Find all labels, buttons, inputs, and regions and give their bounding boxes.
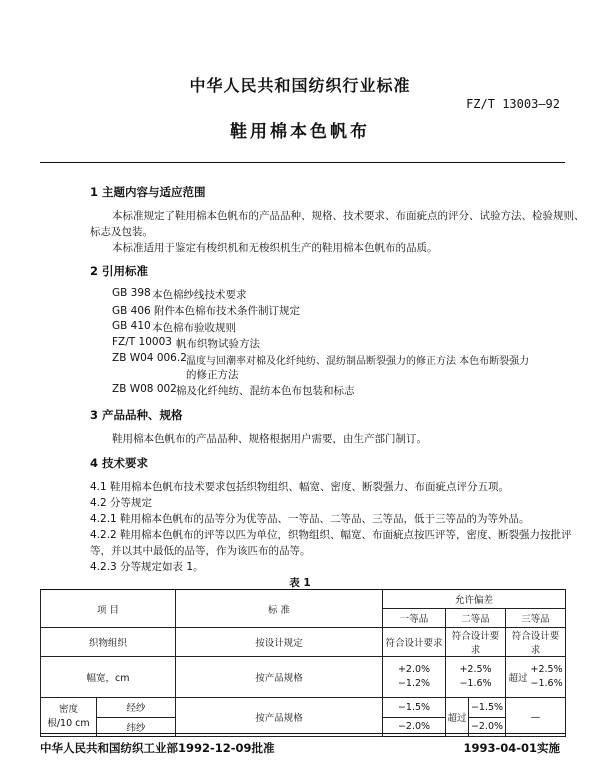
weave-item: 织物组织 [41, 628, 176, 657]
reference-title: 本色棉纱线技术要求 [152, 289, 247, 301]
reference-title: 本色棉布技术条件制订规定 [174, 305, 300, 317]
section-4-heading: 4 技术要求 [90, 456, 149, 470]
width-grade-2-minus: −1.6% [459, 678, 492, 689]
header-tolerance: 允许偏差 [383, 590, 566, 609]
section-2-heading: 2 引用标准 [90, 264, 149, 278]
section-1-paragraph-1b: 标志及包装。 [90, 226, 153, 238]
density-unit: 根/10 cm [47, 718, 90, 729]
header-item: 项 目 [41, 590, 176, 628]
reference-code: GB 410 [112, 320, 151, 332]
reference-code: GB 398 [112, 287, 151, 299]
table-row-density-warp [41, 698, 566, 718]
section-1-heading: 1 主题内容与适应范围 [90, 185, 206, 199]
weave-standard [176, 628, 383, 657]
clause-4-2: 4.2 分等规定 [90, 497, 153, 509]
density-standard: 按产品规格 [176, 698, 383, 737]
density-item [41, 698, 97, 737]
issuing-organization: 中华人民共和国纺织行业标准 [189, 76, 411, 95]
reference-title: 温度与回潮率对棉及化纤纯纺、混纺制品断裂强力的修正方法 本色布断裂强力 [186, 356, 530, 367]
width-grade-2 [446, 657, 506, 698]
density-grade-2 [446, 698, 506, 737]
width-grade-3-prefix: 超过 [508, 673, 528, 684]
clause-4-2-3: 4.2.3 分等规定如表 1。 [90, 561, 204, 573]
reference-title: 帆布织物试验方法 [176, 338, 260, 350]
table-row-width [41, 657, 566, 698]
density-warp-grade-1: −1.5% [383, 698, 446, 718]
density-grade-2-prefix: 超过 [447, 713, 467, 724]
section-3-paragraph: 鞋用棉本色帆布的产品品种、规格根据用户需要，由生产部门制订。 [112, 433, 427, 445]
weave-grade-3: 符合设计要求 [506, 628, 566, 657]
reference-code: ZB W08 002 [112, 383, 177, 395]
reference-item [112, 320, 572, 334]
density-grade-3: — [506, 698, 566, 737]
reference-title: 棉及化纤纯纺、混纺本色布包装和标志 [176, 385, 355, 397]
width-grade-3 [506, 657, 566, 698]
density-grade-2-warp: −1.5% [469, 698, 505, 718]
standard-code: FZ/T 13003—92 [466, 97, 560, 111]
table-row-weave [41, 628, 566, 657]
table-header-row [41, 590, 566, 609]
grading-table [40, 589, 566, 737]
header-grade-3: 三等品 [506, 609, 566, 628]
density-weft-grade-1: −2.0% [383, 717, 446, 737]
density-warp-label: 经纱 [97, 698, 176, 718]
section-1-paragraph-1a: 本标准规定了鞋用棉本色帆布的产品品种、规格、技术要求、布面疵点的评分、试验方法、检验规则、 [112, 210, 585, 222]
clause-4-2-1: 4.2.1 鞋用棉本色帆布的品等分为优等品、一等品、二等品、三等品，低于三等品的为等外品。 [90, 513, 530, 525]
width-grade-1-minus: −1.2% [397, 678, 431, 689]
reference-title: 的修正方法 [186, 369, 239, 381]
document-title: 鞋用棉本色帆布 [230, 122, 370, 142]
weave-grade-2: 符合设计要求 [446, 628, 506, 657]
reference-item [112, 367, 572, 381]
width-grade-3-minus: −1.6% [530, 678, 563, 689]
header-grade-1: 一等品 [383, 609, 446, 628]
reference-code: GB 406 附件 [112, 305, 176, 317]
reference-item [112, 336, 572, 350]
reference-code: ZB W04 006.2 [112, 352, 187, 364]
clause-4-2-2-line-1: 4.2.2 鞋用棉本色帆布的评等以匹为单位，织物组织、幅宽、布面疵点按匹评等，密度、断裂强力按批评 [90, 529, 572, 541]
section-1-paragraph-2: 本标准适用于鉴定有梭织机和无梭织机生产的鞋用棉本色帆布的品质。 [112, 242, 438, 254]
weave-grade-1: 符合设计要求 [383, 628, 446, 657]
reference-item [112, 352, 572, 366]
reference-item [112, 383, 572, 397]
weave-standard-text: 按设计规定 [255, 638, 303, 649]
density-label: 密度 [58, 704, 78, 715]
approval-statement: 中华人民共和国纺织工业部1992-12-09批准 [40, 741, 275, 755]
width-grade-3-values [531, 663, 563, 691]
reference-title: 本色棉布验收规则 [152, 322, 236, 334]
reference-item [112, 287, 572, 301]
width-item: 幅宽，cm [41, 657, 176, 698]
density-weft-label: 纬纱 [97, 717, 176, 737]
footer-rule [40, 733, 565, 734]
clause-4-1: 4.1 鞋用棉本色帆布技术要求包括织物组织、幅宽、密度、断裂强力、布面疵点评分五项。 [90, 481, 510, 493]
header-rule [40, 162, 565, 163]
width-grade-2-plus: +2.5% [459, 664, 492, 675]
effective-date: 1993-04-01实施 [463, 741, 560, 755]
table-caption: 表 1 [289, 577, 311, 589]
header-standard: 标 准 [176, 590, 383, 628]
reference-item [112, 303, 572, 317]
density-grade-2-weft: −2.0% [470, 721, 504, 733]
section-3-heading: 3 产品品种、规格 [90, 408, 183, 422]
reference-code: FZ/T 10003 [112, 336, 172, 348]
width-grade-3-plus: +2.5% [530, 664, 563, 675]
width-grade-1-plus: +2.0% [397, 664, 431, 675]
header-grade-2: 二等品 [446, 609, 506, 628]
width-grade-1 [383, 657, 446, 698]
clause-4-2-2-line-2: 等，并以其中最低的品等，作为该匹布的品等。 [90, 545, 311, 557]
width-standard: 按产品规格 [176, 657, 383, 698]
